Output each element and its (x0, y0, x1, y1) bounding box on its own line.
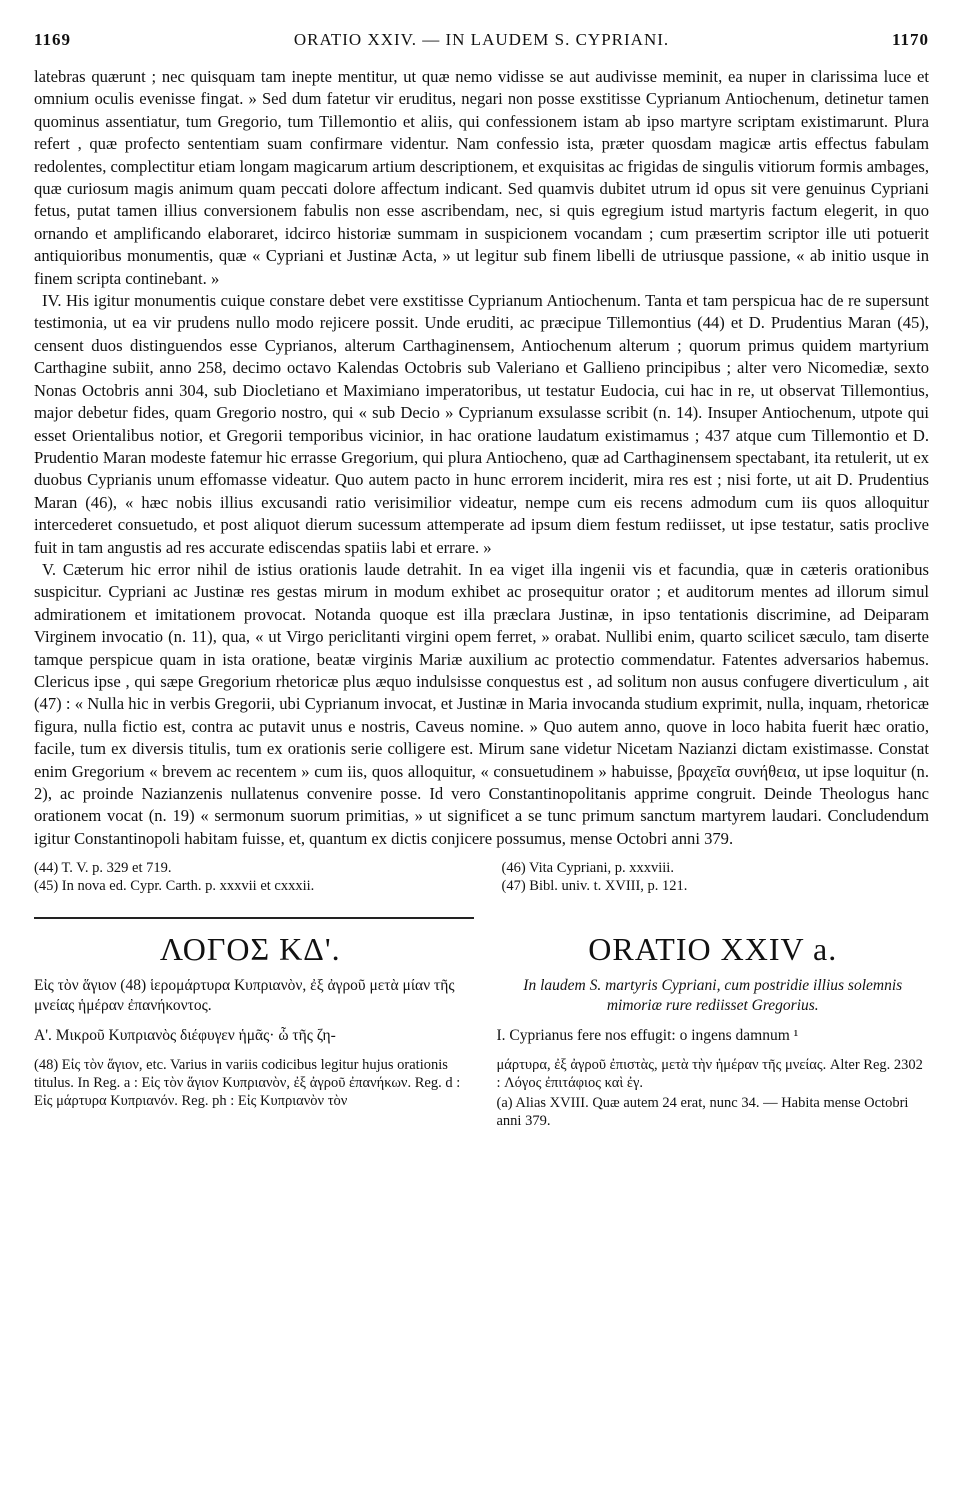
left-page-number: 1169 (34, 30, 72, 49)
latin-note-a: (a) Alias XVIII. Quæ autem 24 erat, nunc 34. — Habita mense Octobri anni 379. (496, 1095, 909, 1130)
oration-start (34, 927, 929, 1130)
footnote-47: (47) Bibl. univ. t. XVIII, p. 121. (501, 877, 688, 894)
paragraph-section-v: V. Cæterum hic error nihil de istius orationis laude detrahit. In ea viget illa ingenii vis et facundia, quæ in cæteris orationibus suspicitur. Cypriani ac Justinæ res gestas mirum in modum exhibet ac prosequitur orator ; et auditorum mentes ad illorum simul admirationem et imitationem provocat. Notanda quoque est illa præclara Justinæ, in ipso tentationis discrimine, ad Deiparam Virginem invocatio (n. 11), qua, « ut Virgo periclitanti virgini opem ferret, » orabat. Nullibi enim, quarto scilicet sæculo, tam diserte tamque perspicue quam in ista oratione, beatæ virginis Mariæ auxilium ac protectio commendatur. Fatentes adversarios habemus. Clericus ipse , qui sæpe Gregorium rhetoricæ plus æquo indulsisse conquestus est , ad solitum non ausus confugere diverticulum , ait (47) : « Nulla hic in verbis Gregorii, ubi Cyprianum invocat, et Justinæ in Maria invocanda studium exprimit, nulla, inquam, rhetoricæ figura, nulla fictio est, contra ac putavit unus e nostris, Caveus nomine. » Quo autem anno, quove in loco habita fuerit hæc oratio, facile, tum ex diversis titulis, tum ex orationis serie colligere est. Mirum sane videtur Nicetam Nazianzi dictam existimasse. Constat enim Gregorium « brevem ac recentem » cum iis, quos alloquitur, « consuetudinem » habuisse, βραχεῖα συνήθεια, ut ipse loquitur (n. 2), ac proinde Nazianzenis nullatenus convenire posse. Id vero Constantinopolitanis apprime congruit. Deinde Theologus hanc orationem vocat (n. 19) « sermonum suorum primitias, » ut significet a se tunc primum sanctum martyrem laudari. Concludendum igitur Constantinopoli habitam fuisse, et, quantum ex dictis conjicere possumus, mense Octobri anni 379. (34, 559, 929, 848)
main-text (34, 66, 929, 850)
greek-note: (48) Εἰς τὸν ἅγιον, etc. Varius in variis codicibus legitur hujus orationis titulus. In Reg. a : Εἰς τὸν ἅγιον Κυπριανὸν, ἐξ ἀγροῦ ἐπανήκων. Reg. d : Εἰς μάρτυρα Κυπριανόν. Reg. ph : Εἰς Κυπριανὸν τὸν (34, 1057, 461, 1110)
greek-text: Α'. Μικροῦ Κυπριανὸς διέφυγεν ἡμᾶς· ὦ τῆς ζη- (34, 1027, 336, 1045)
paragraph-continuation: latebras quærunt ; nec quisquam tam inepte mentitur, ut quæ nemo vidisse se aut audivisse meminit, ea nuper in clarissima luce et omnium oculis evenisse fingat. » Sed dum fatetur vir eruditus, negari non posse exstitisse Cyprianum Antiochenum, detinetur tamen quominus assentiatur, tum Gregorio, tum Tillemontio et aliis, qui confessionem istam ab ipso martyre scriptam existimarunt. Plura refert , quæ profecto sententiam suam confirmare videntur. Nam confessio ista, præter quosdam magicæ artis effectus fabulam redolentes, complectitur etiam longam magicarum artium descriptionem, et exquisitas ac frigidas de singulis vitiorum formis ambages, quæ curiosum magis animum quam peccati dolore affectum indicant. Sed quamvis dubitet utrum id opus sit vere genuinus Cypriani fetus, putat tamen illius conversionem fabulis non esse ascribendam, nec, si quis egregium istud martyris factum elegerit, in quo ornando et amplificando elaboraret, idcirco historiæ summam in suspicionem vocandam ; cum præsertim scriptor ille uti potuerit antiquioribus monumentis, quæ « Cypriani et Justinæ Acta, » ut legitur sub finem libelli de utriusque passione, « ab initio usque in finem scripta continebant. » (34, 67, 929, 288)
latin-subtitle: In laudem S. martyris Cypriani, cum postridie illius solemnis mimoriæ rure rediisset Gregorius. (523, 977, 903, 1015)
footnote-45: (45) In nova ed. Cypr. Carth. p. xxxvii et cxxxii. (34, 877, 315, 894)
page (34, 30, 929, 1130)
footnote-46: (46) Vita Cypriani, p. xxxviii. (501, 860, 674, 877)
page-header (34, 30, 929, 56)
latin-text: I. Cyprianus fere nos effugit: o ingens damnum ¹ (496, 1027, 799, 1045)
greek-subtitle: Εἰς τὸν ἅγιον (48) ἱερομάρτυρα Κυπριανὸν, ἐξ ἀγροῦ μετὰ μίαν τῆς μνείας ἡμέραν ἐπανήκοντος. (34, 977, 455, 1015)
footnotes-right (462, 860, 930, 895)
paragraph-section-iv: IV. His igitur monumentis cuique constare debet vere exstitisse Cyprianum Antiochenum. Tanta et tam perspicua hac de re supersunt testimonia, ut ea vir prudens nullo modo rejicere possit. Unde eruditi, ac præcipue Tillemontius (44) et D. Prudentius Maran (45), censent duos distinguendos esse Cyprianos, alterum Carthaginensem, Antiochenum alterum ; quorum primus quidem martyrium Carthagine subiit, anno 258, decimo octavo Kalendas Octobris sub Valeriano et Gallieno principibus ; alter vero Nicomediæ, sexto Nonas Octobris anni 304, sub Diocletiano et Maximiano imperatoribus, ut testatur Eudocia, cui hac in re, ut observat Tillemontius, major debetur fides, quam Gregorio nostro, qui « sub Decio » Cyprianum exsulasse scribit (n. 14). Insuper Antiochenum, utpote qui esset Orientalibus notior, et Gregorii temporibus vicinior, in hac oratione laudatum existimamus ; 437 atque cum Tillemontio et D. Prudentio Maran modeste fatemur hic errasse Gregorium, qui plura Antiocheno, quæ ad Carthaginensem spectabant, ita retulerit, ut ex duobus Cyprianis unum effomasse videatur. Quo autem pacto in hunc errorem inciderit, mira res est ; nisi forte, ut ait D. Prudentius Maran (46), « hæc nobis illius excusandi ratio verisimilior videatur, nempe cum eis recens admodum cum iis quos alloquitur intercederet consuetudo, et post aliquot dierum sucessum attemperate ad ipsum diem festum rediisset, ut ipse testatur, satis proclive fuit in tam angustis ad res accurate ediscendas spatiis labi et errare. » (34, 291, 929, 557)
right-page-number: 1170 (891, 30, 929, 49)
latin-title: ORATIO XXIV a. (588, 931, 838, 968)
section-divider (34, 917, 474, 919)
greek-column (34, 927, 481, 1130)
footnote-44: (44) T. V. p. 329 et 719. (34, 860, 172, 877)
latin-column (481, 927, 930, 1130)
latin-note-greek: μάρτυρα, ἐξ ἀγροῦ ἐπιστὰς, μετὰ τὴν ἡμέραν τῆς μνείας. Alter Reg. 2302 : Λόγος ἐπιτάφιος καὶ ἐγ. (496, 1057, 923, 1092)
footnotes-left (34, 860, 462, 895)
greek-title: ΛΟΓΟΣ ΚΔ'. (159, 931, 341, 968)
running-title: ORATIO XXIV. — IN LAUDEM S. CYPRIANI. (293, 30, 670, 49)
footnotes (34, 860, 929, 895)
